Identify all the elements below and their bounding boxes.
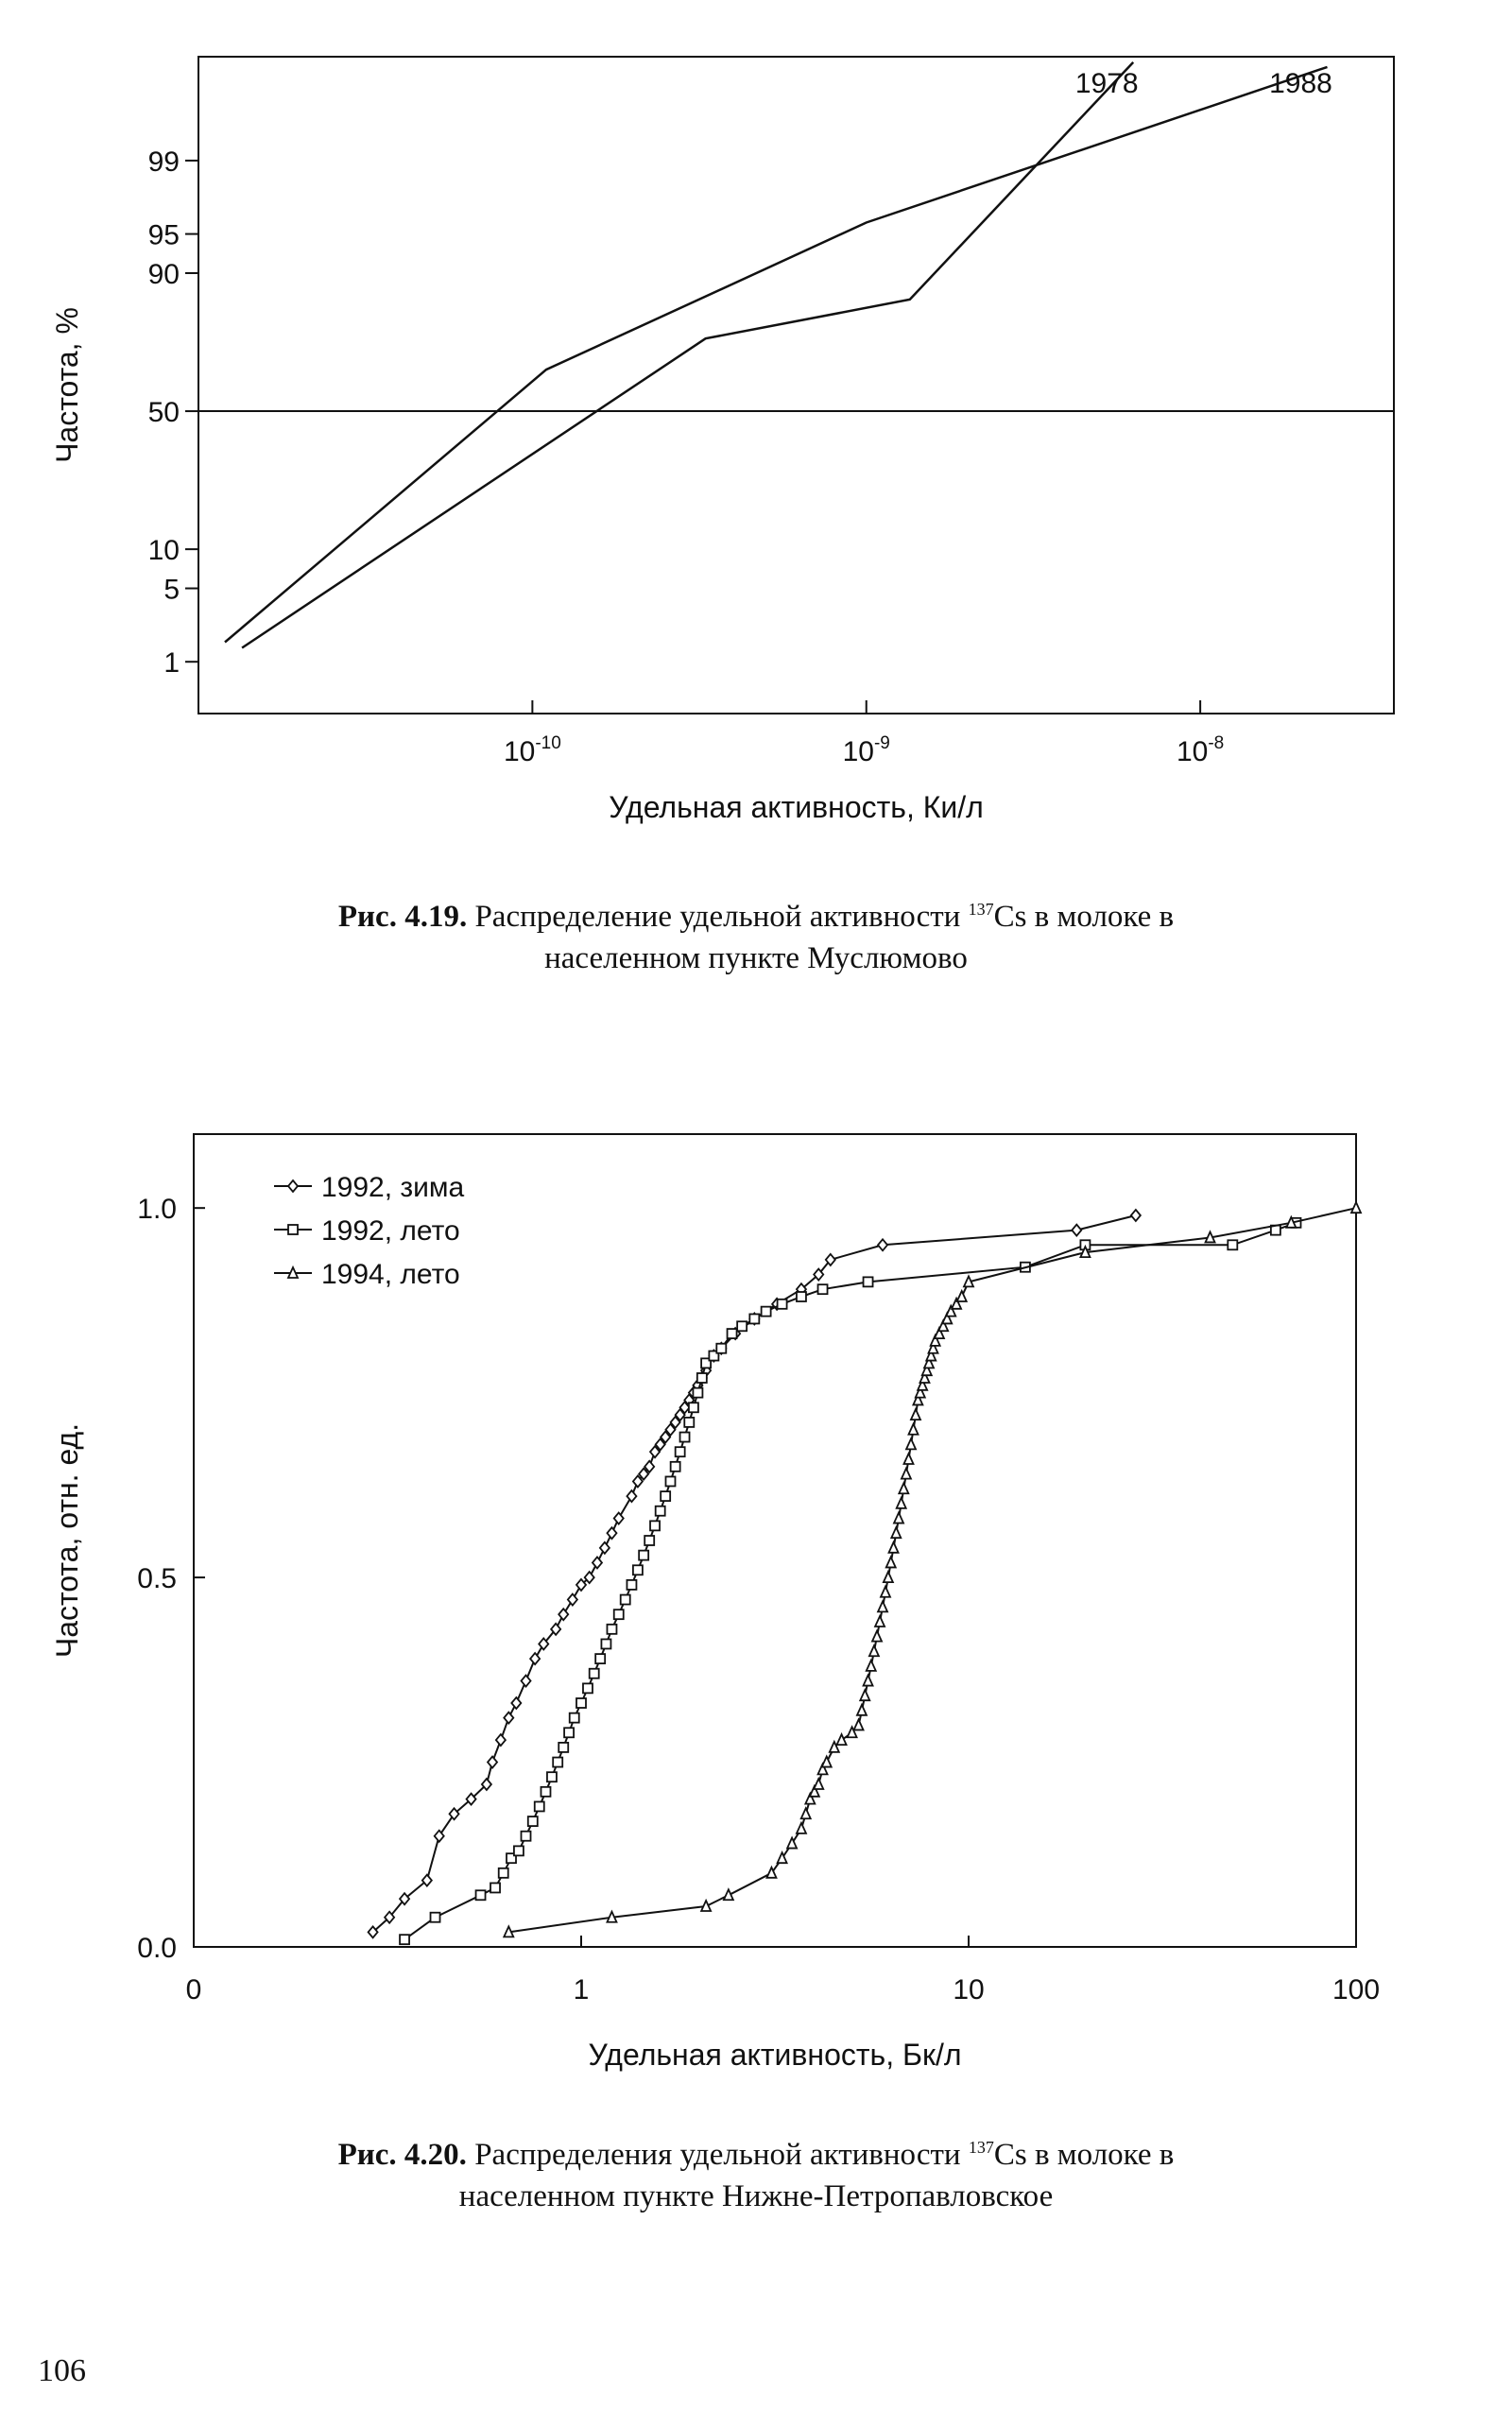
data-point — [857, 1705, 867, 1715]
legend-entry-diamond — [274, 1172, 465, 1203]
data-point — [1072, 1225, 1081, 1236]
data-point — [553, 1758, 562, 1767]
caption-label: Рис. 4.20. — [337, 2138, 467, 2172]
data-point — [535, 1801, 544, 1811]
series-line-1978 — [242, 62, 1133, 648]
legend-marker — [288, 1180, 298, 1192]
x-axis-label: Удельная активность, Бк/л — [588, 2038, 962, 2072]
data-point — [697, 1373, 707, 1383]
data-point — [737, 1321, 747, 1331]
y-axis-label: Частота, отн. ед. — [50, 1422, 84, 1659]
data-point — [822, 1757, 832, 1767]
legend-label: 1992, лето — [321, 1215, 460, 1247]
series-square — [400, 1218, 1300, 1944]
data-point — [576, 1698, 586, 1708]
data-point — [522, 1676, 531, 1687]
data-point — [957, 1291, 967, 1301]
data-point — [476, 1890, 486, 1900]
caption-text-end: в молоке в — [1034, 2138, 1175, 2172]
series-label-1978: 1978 — [1074, 68, 1139, 99]
data-point — [875, 1616, 885, 1627]
data-point — [762, 1307, 771, 1317]
data-point — [600, 1542, 610, 1554]
legend-marker — [288, 1225, 298, 1234]
data-point — [886, 1557, 896, 1567]
data-point — [837, 1734, 847, 1745]
x-tick-label: $10^{-10}$ — [503, 733, 561, 767]
caption-line-2: населенном пункте Муслюмово — [544, 941, 968, 975]
y-tick-label: 0.0 — [137, 1933, 177, 1964]
data-point — [797, 1292, 806, 1301]
x-tick-label: 100 — [1332, 1974, 1381, 2005]
caption-line-1 — [0, 888, 1512, 938]
data-point — [601, 1639, 610, 1648]
data-point — [639, 1551, 648, 1560]
data-point — [644, 1536, 654, 1545]
chart-nizhne-petropavlovskoe — [0, 1087, 1512, 2126]
data-point — [878, 1601, 887, 1611]
figure-caption-4-20 — [0, 2126, 1512, 2217]
caption-text-end: в молоке в — [1034, 900, 1175, 934]
data-point — [650, 1521, 660, 1530]
y-tick-label: 10 — [147, 535, 180, 567]
caption-text: Распределение удельной активности — [474, 900, 961, 934]
data-point — [881, 1587, 890, 1597]
data-point — [431, 1913, 440, 1922]
data-point — [570, 1713, 579, 1723]
data-point — [749, 1314, 759, 1323]
caption-text: Распределения удельной активности — [474, 2138, 961, 2172]
figure-caption-4-19 — [0, 888, 1512, 979]
data-point — [583, 1683, 593, 1693]
data-point — [902, 1469, 911, 1479]
isotope-symbol: Cs — [993, 2138, 1027, 2172]
data-point — [1228, 1240, 1237, 1249]
data-point — [797, 1823, 806, 1833]
data-point — [547, 1772, 557, 1782]
isotope-mass: 137 — [968, 900, 994, 919]
data-point — [499, 1868, 508, 1878]
data-point — [689, 1403, 698, 1412]
caption-line-1 — [0, 2126, 1512, 2176]
data-point — [621, 1595, 630, 1605]
data-point — [671, 1462, 680, 1472]
data-point — [684, 1418, 694, 1427]
data-point — [818, 1284, 828, 1294]
data-point — [878, 1239, 887, 1250]
data-point — [558, 1743, 568, 1752]
x-tick-label: 1 — [573, 1974, 590, 2005]
data-point — [422, 1875, 432, 1886]
data-point — [716, 1344, 726, 1353]
caption-label: Рис. 4.19. — [337, 900, 468, 934]
y-tick-label: 0.5 — [137, 1563, 177, 1595]
x-tick-label: $10^{-9}$ — [842, 733, 890, 767]
data-point — [511, 1697, 521, 1709]
data-point — [504, 1713, 513, 1724]
series-label-1988: 1988 — [1269, 68, 1332, 99]
data-point — [778, 1300, 787, 1309]
data-point — [680, 1433, 690, 1442]
data-point — [884, 1572, 893, 1582]
data-point — [909, 1424, 919, 1435]
y-tick-label: 50 — [147, 397, 180, 429]
data-point — [911, 1409, 920, 1420]
data-point — [728, 1329, 737, 1338]
data-point — [891, 1527, 901, 1538]
data-point — [854, 1719, 864, 1730]
data-point — [564, 1728, 574, 1737]
y-tick-label: 1.0 — [137, 1194, 177, 1226]
data-point — [400, 1935, 409, 1944]
legend-label: 1994, лето — [321, 1259, 460, 1290]
caption-line-2: населенном пункте Нижне-Петропавловское — [458, 2179, 1054, 2213]
data-point — [903, 1454, 913, 1464]
data-point — [872, 1631, 882, 1642]
data-point — [676, 1447, 685, 1456]
x-tick-label: 0 — [185, 1974, 202, 2005]
page-number: 106 — [38, 2353, 86, 2388]
data-point — [633, 1565, 643, 1575]
y-tick-label: 95 — [147, 219, 180, 251]
data-point — [869, 1645, 879, 1656]
data-point — [496, 1734, 506, 1746]
y-axis-label: Частота, % — [50, 307, 84, 463]
data-point — [593, 1557, 602, 1568]
y-tick-label: 1 — [163, 647, 180, 680]
data-point — [595, 1654, 605, 1663]
data-point — [528, 1816, 538, 1826]
data-point — [590, 1669, 599, 1678]
data-point — [514, 1846, 524, 1855]
data-point — [665, 1476, 675, 1486]
data-point — [899, 1483, 908, 1493]
data-point — [607, 1527, 616, 1539]
legend-entry-triangle — [274, 1259, 460, 1290]
data-point — [627, 1580, 636, 1590]
y-tick-label: 99 — [147, 146, 180, 178]
data-point — [864, 1676, 873, 1686]
data-point — [541, 1787, 550, 1797]
data-point — [867, 1661, 876, 1671]
data-point — [693, 1388, 702, 1398]
data-point — [864, 1277, 873, 1286]
data-point — [860, 1690, 869, 1700]
data-point — [1351, 1202, 1361, 1213]
data-point — [906, 1438, 916, 1449]
data-point — [661, 1491, 670, 1501]
x-tick-label: $10^{-8}$ — [1176, 733, 1225, 767]
y-tick-label: 5 — [163, 574, 180, 606]
legend-label: 1992, зима — [321, 1172, 465, 1203]
plot-frame — [198, 57, 1394, 714]
data-point — [490, 1883, 500, 1892]
plot-frame — [194, 1134, 1356, 1947]
legend-entry-square — [274, 1215, 460, 1247]
data-point — [724, 1889, 733, 1900]
series-line-1988 — [225, 67, 1328, 643]
data-point — [656, 1506, 665, 1516]
data-point — [614, 1610, 624, 1619]
data-point — [801, 1808, 811, 1818]
data-point — [897, 1498, 906, 1508]
data-point — [522, 1832, 531, 1841]
data-point — [607, 1625, 616, 1634]
data-point — [814, 1779, 823, 1789]
y-tick-label: 90 — [147, 258, 180, 290]
isotope-symbol: Cs — [993, 900, 1027, 934]
data-point — [1131, 1210, 1141, 1221]
data-point — [488, 1757, 497, 1768]
data-point — [894, 1513, 903, 1523]
isotope-mass: 137 — [968, 2138, 994, 2157]
series-line — [404, 1223, 1296, 1939]
x-axis-label: Удельная активность, Ки/л — [609, 790, 984, 824]
data-point — [889, 1542, 899, 1553]
x-tick-label: 10 — [953, 1974, 985, 2005]
chart-muslyumovo — [0, 0, 1512, 851]
